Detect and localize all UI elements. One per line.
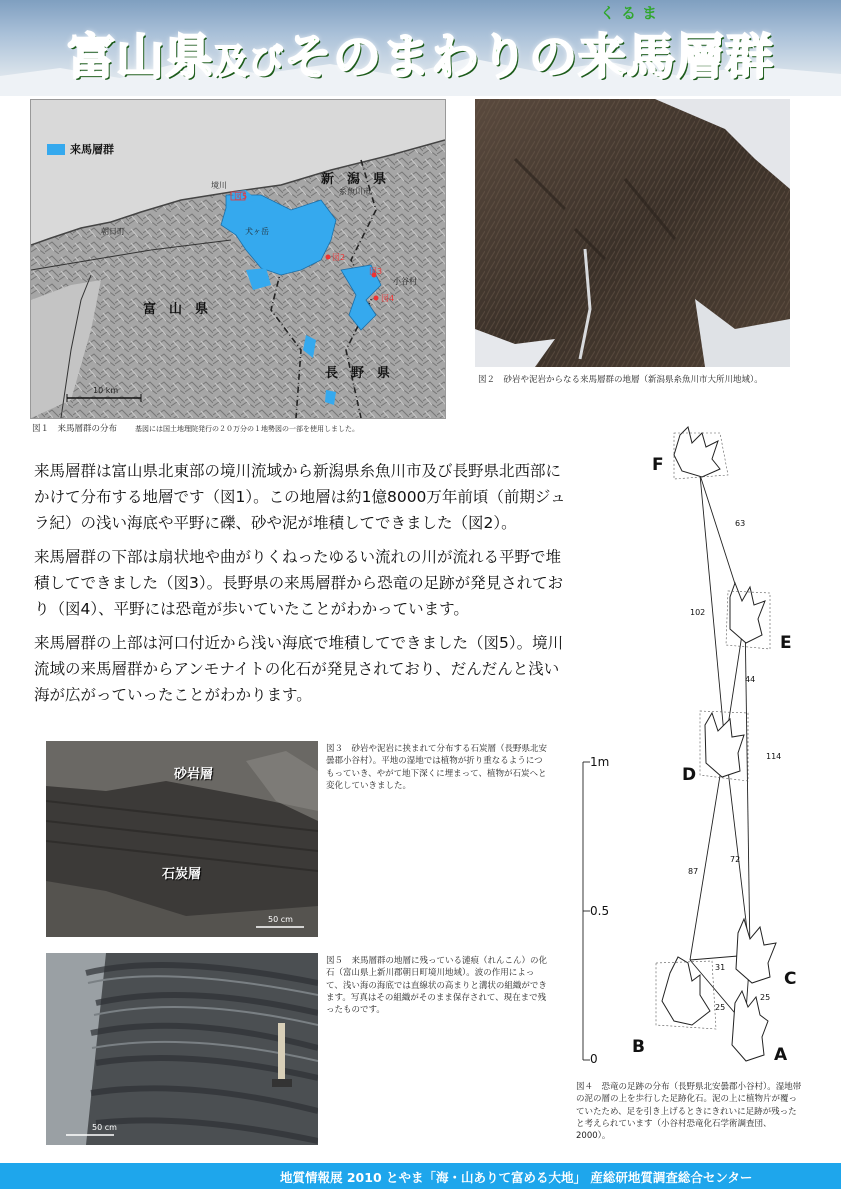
label-itoigawa: 糸魚川市 (339, 187, 371, 196)
caption-fig1: 図１ 来馬層群の分布 基図には国土地理院発行の２０万分の１地勢図の一部を使用しました。 (32, 424, 360, 434)
caption-fig5: 図５ 来馬層群の地層に残っている漣痕（れんこん）の化石（富山県上新川郡朝日町境川地域）。波の作用によって、浅い海の海底では直線状の高まりと溝状の組織ができます。写真はその組織がそのまま保存されて、現在まで残ったものです。 (326, 956, 548, 1016)
footprint-a: A (774, 1045, 788, 1065)
label-inugatake: 犬ヶ岳 (245, 227, 269, 236)
title-ruby: くるま (600, 4, 664, 22)
axis-zero: 0 (590, 1052, 598, 1066)
distance-ec: 114 (766, 752, 782, 761)
label-nagano: 長 野 県 (325, 366, 391, 381)
footprint-b: B (632, 1037, 645, 1057)
footprint-e: E (780, 633, 792, 653)
footprint-c: C (784, 969, 797, 989)
distance-ba: 25 (715, 1003, 726, 1012)
distance-dc: 72 (730, 855, 741, 864)
footer-text: 地質情報展 2010 とやま「海・山ありて富める大地」 産総研地質調査総合センター (280, 1170, 753, 1185)
axis-half: 0.5 (590, 904, 610, 918)
distance-fe: 63 (735, 519, 746, 528)
photo-ripple-marks (46, 953, 318, 1145)
paragraph-2: 来馬層群の下部は扇状地や曲がりくねったゆるい流れの川が流れる平野で堆積してできました（図3）。長野県の来馬層群から恐竜の足跡が発見されており（図4）、平野には恐竜が歩いていたことがわかっています。 (34, 548, 564, 618)
photo-strata (475, 99, 790, 367)
legend-swatch (47, 144, 65, 155)
paragraph-1: 来馬層群は富山県北東部の境川流域から新潟県糸魚川市及び長野県北西部にかけて分布する地層です（図1）。この地層は約1億8000万年前頃（前期ジュラ紀）の浅い海底や平野に礫、砂や泥が堆積してできました（図2）。 (34, 462, 566, 532)
legend-label: 来馬層群 (70, 143, 114, 156)
footprint-d: D (682, 765, 697, 785)
marker-fig5: 図5 (234, 192, 248, 201)
caption-fig4: 図４ 恐竜の足跡の分布（長野県北安曇郡小谷村）。湿地帯の泥の層の上を歩行した足跡化石。泥の上に植物片が覆っていたため、足を引き上げるときにきれいに足跡が残ったと考えられています（小谷村恐竜化石学術調査団、2000）。 (576, 1082, 802, 1142)
body-text (34, 458, 574, 716)
marker-fig4: 図4 (381, 294, 395, 303)
label-asahi: 朝日町 (101, 227, 125, 236)
label-niigata: 新 潟 県 (321, 172, 387, 187)
photo5-scale: 50 cm (92, 1123, 117, 1132)
axis-1m: 1m (590, 755, 610, 769)
distance-fd: 102 (690, 608, 706, 617)
paragraph-3: 来馬層群の上部は河口付近から浅い海底で堆積してできました（図5）。境川流域の来馬層群からアンモナイトの化石が発見されており、だんだんと浅い海が広がっていったことがわかります。 (34, 634, 564, 704)
footprint-diagram (570, 415, 840, 1080)
marker-fig2: 図2 (332, 253, 346, 262)
label-coal: 石炭層 (162, 867, 202, 882)
photo-coal-seam (46, 741, 318, 937)
photo3-scale: 50 cm (268, 915, 293, 924)
footprint-f: F (652, 455, 664, 475)
distance-db: 87 (688, 867, 699, 876)
distance-ed: 44 (745, 675, 756, 684)
map-scale-label: 10 km (93, 386, 119, 395)
label-otari: 小谷村 (393, 277, 417, 286)
label-sandstone: 砂岩層 (174, 767, 214, 782)
label-sakai: 境川 (211, 181, 227, 190)
caption-fig2: 図２ 砂岩や泥岩からなる来馬層群の地層（新潟県糸魚川市大所川地域）。 (478, 375, 763, 385)
page-title: 富山県及びそのまわりの来馬層群 (66, 29, 775, 85)
caption-fig3: 図３ 砂岩や泥岩に挟まれて分布する石炭層（長野県北安曇郡小谷村）。平地の湿地では植物が折り重なるようにつもっていき、やがて地下深くに埋まって、植物が石炭へと変化していきました。 (326, 744, 548, 791)
marker-fig3: 図3 (369, 267, 383, 276)
distance-cb: 31 (715, 963, 726, 972)
distance-ca: 25 (760, 993, 771, 1002)
label-toyama: 富 山 県 (143, 302, 209, 317)
